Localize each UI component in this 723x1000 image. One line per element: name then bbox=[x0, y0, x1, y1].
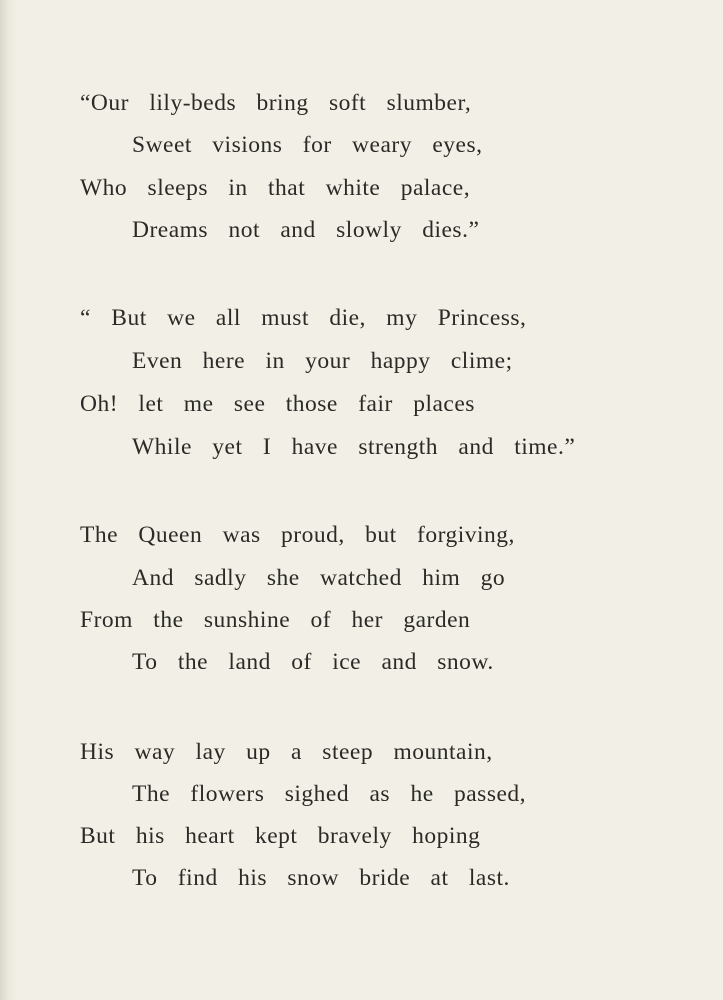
poem-line: The Queen was proud, but forgiving, bbox=[80, 522, 515, 548]
poem-line: But his heart kept bravely hoping bbox=[80, 823, 481, 849]
poem-line: While yet I have strength and time.” bbox=[132, 434, 576, 460]
poem-line: And sadly she watched him go bbox=[132, 565, 506, 591]
poem-line: Even here in your happy clime; bbox=[132, 348, 513, 374]
poem-line: Oh! let me see those fair places bbox=[80, 391, 475, 417]
poem-line: “Our lily-beds bring soft slumber, bbox=[80, 90, 472, 116]
page-edge-shadow bbox=[0, 0, 18, 1000]
poem-line: Sweet visions for weary eyes, bbox=[132, 132, 483, 158]
poem-line: To the land of ice and snow. bbox=[132, 649, 494, 675]
poem-line: His way lay up a steep mountain, bbox=[80, 739, 493, 765]
poem-line: “ But we all must die, my Princess, bbox=[80, 305, 527, 331]
poem-line: From the sunshine of her garden bbox=[80, 607, 471, 633]
poem-line: To find his snow bride at last. bbox=[132, 865, 510, 891]
poem-line: The flowers sighed as he passed, bbox=[132, 781, 527, 807]
poem-line: Dreams not and slowly dies.” bbox=[132, 217, 480, 243]
poem-line: Who sleeps in that white palace, bbox=[80, 175, 471, 201]
